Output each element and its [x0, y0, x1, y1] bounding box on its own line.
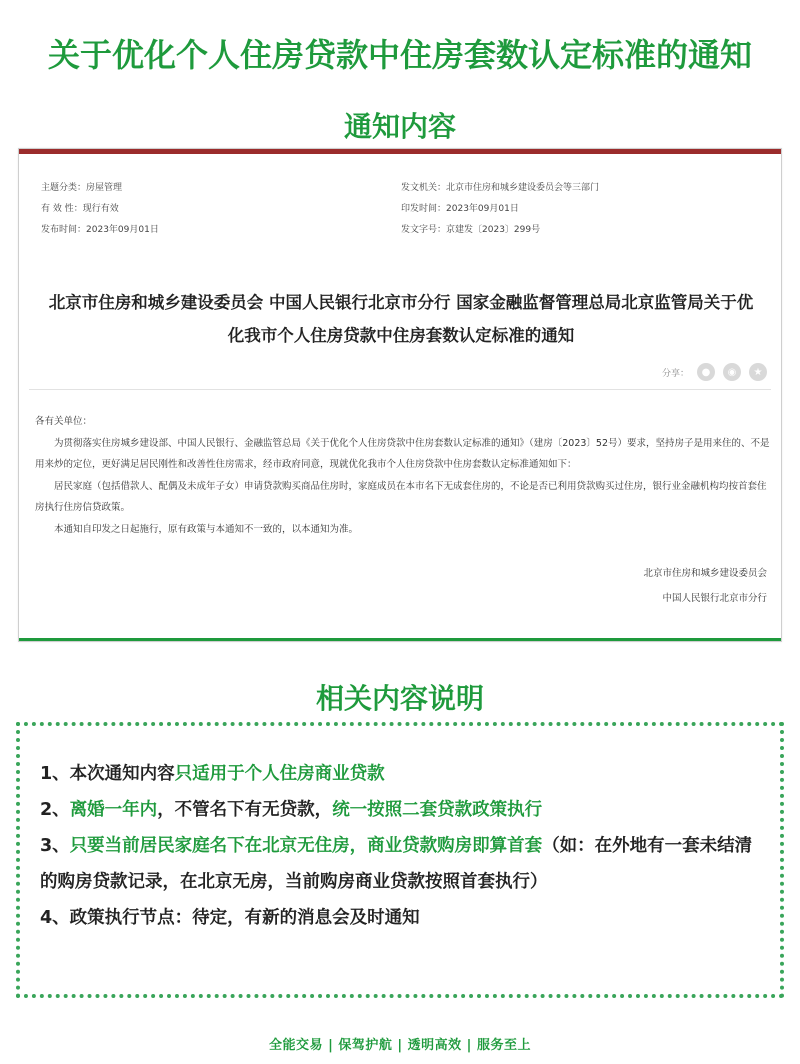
- body-greeting: 各有关单位：: [35, 416, 93, 427]
- meta-publish-value: 2023年09月01日: [86, 225, 159, 235]
- divider: [29, 389, 771, 390]
- body-paragraph-1: 为贯彻落实住房城乡建设部、中国人民银行、金融监管总局《关于优化个人住房贷款中住房套数认定标准的通知》（建房〔2023〕52号）要求，坚持房子是用来住的、不是用来炒的定位，更好满足居民刚性和改善性住房需求，经市政府同意，现就优化我市个人住房贷款中住房套数认定标准通知如下：: [35, 437, 770, 470]
- section-heading-notice-content: 通知内容: [343, 110, 456, 143]
- page-title: 关于优化个人住房贷款中住房套数认定标准的通知: [47, 36, 752, 74]
- meta-validity-label: 有 效 性：: [41, 204, 83, 214]
- body-paragraph-2: 居民家庭（包括借款人、配偶及未成年子女）申请贷款购买商品住房时，家庭成员在本市名下无成套住房的，不论是否已利用贷款购买过住房，银行业金融机构均按首套住房执行住房信贷政策。: [35, 480, 767, 513]
- explanation-box: [16, 722, 784, 998]
- explanation-list: [40, 756, 760, 936]
- footer-slogan: 全能交易 | 保驾护航 | 透明高效 | 服务至上: [269, 1038, 531, 1053]
- meta-issuer: [401, 183, 599, 194]
- meta-issuer-value: 北京市住房和城乡建设委员会等三部门: [446, 183, 600, 193]
- meta-topic-label: 主题分类：: [41, 183, 87, 193]
- item1-highlight: 只适用于个人住房商业贷款: [174, 764, 385, 784]
- document-title: [19, 286, 783, 352]
- explanation-item-1: [40, 756, 760, 792]
- meta-publish-label: 发布时间：: [41, 225, 87, 235]
- item3-rest: （如：在外地有一套未结清的购房贷款记录，在北京无房，当前购房商业贷款按照首套执行）: [40, 836, 753, 892]
- section-heading-explanation: 相关内容说明: [315, 682, 484, 715]
- explanation-item-2: [40, 792, 760, 828]
- meta-print-value: 2023年09月01日: [446, 204, 519, 214]
- body-paragraph-3: 本通知自印发之日起施行，原有政策与本通知不一致的，以本通知为准。: [54, 523, 359, 535]
- document-body: [35, 411, 773, 540]
- meta-print-label: 印发时间：: [401, 204, 447, 214]
- share-label: 分享：: [661, 368, 689, 379]
- meta-topic: [41, 183, 122, 194]
- document-bottom-accent: [19, 638, 781, 641]
- meta-topic-value: 房屋管理: [86, 183, 123, 193]
- explanation-item-4: 4、政策执行节点：待定，有新的消息会及时通知: [40, 908, 420, 928]
- item2-highlight-1: 离婚一年内: [69, 800, 158, 820]
- meta-doc-number: [401, 225, 540, 236]
- meta-print-date: [401, 204, 519, 215]
- item3-prefix: 3、: [40, 836, 70, 856]
- item3-highlight: 只要当前居民家庭名下在北京无住房，商业贷款购房即算首套: [69, 836, 543, 856]
- meta-docno-label: 发文字号：: [401, 225, 447, 235]
- meta-validity-value: 现行有效: [82, 204, 119, 214]
- meta-docno-value: 京建发〔2023〕299号: [446, 225, 541, 235]
- signature-1: 北京市住房和城乡建设委员会: [643, 568, 767, 579]
- document-title-line2: 化我市个人住房贷款中住房套数认定标准的通知: [227, 326, 575, 345]
- item2-prefix: 2、: [40, 800, 70, 820]
- meta-validity: [41, 204, 119, 215]
- explanation-item-3: [40, 828, 760, 900]
- document-title-line1: 北京市住房和城乡建设委员会 中国人民银行北京市分行 国家金融监督管理总局北京监管局关于优: [48, 293, 754, 312]
- item2-highlight-2: 统一按照二套贷款政策执行: [332, 800, 543, 820]
- qzone-share-icon[interactable]: ★: [749, 363, 767, 381]
- document-top-line: [19, 149, 781, 154]
- meta-publish-date: [41, 225, 159, 236]
- weibo-share-icon[interactable]: ◉: [723, 363, 741, 381]
- share-bar: [662, 363, 767, 381]
- notice-document-screenshot: [18, 148, 782, 642]
- signature-2: 中国人民银行北京市分行: [662, 593, 767, 604]
- meta-issuer-label: 发文机关：: [401, 183, 447, 193]
- wechat-share-icon[interactable]: ●: [697, 363, 715, 381]
- item1-prefix: 1、本次通知内容: [40, 764, 175, 784]
- item2-middle: ，不管名下有无贷款，: [157, 800, 333, 820]
